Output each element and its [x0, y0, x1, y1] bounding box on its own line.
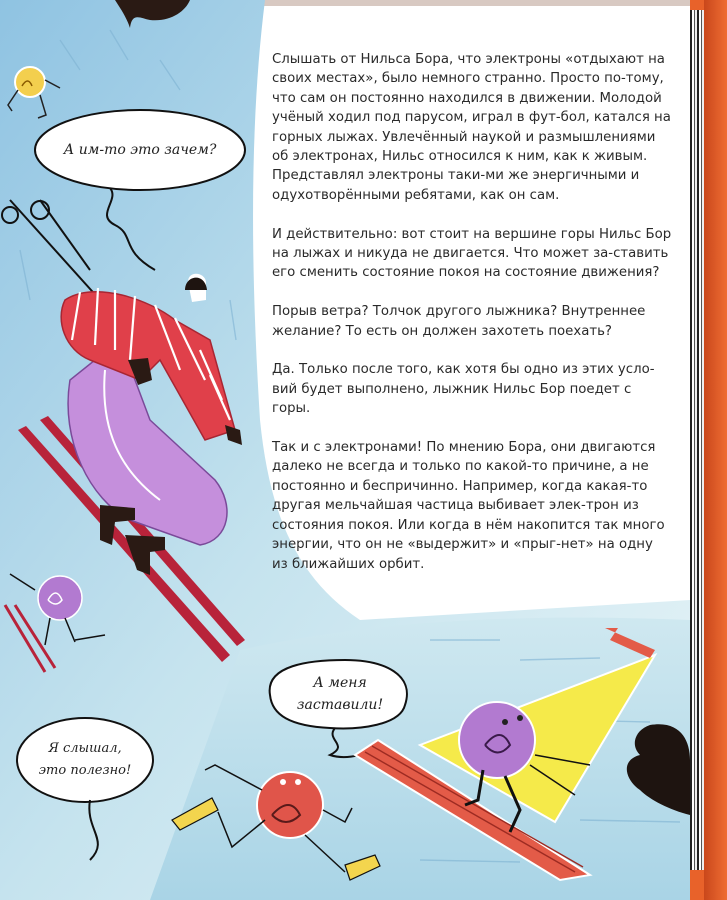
- bubble-text-middle: [275, 672, 405, 716]
- paragraph-1: Слышать от Нильса Бора, что электроны «отдыхают на своих местах», было немного странно. Просто по-тому, что сам он постоянно находился в движении. Молодой учёный ходил под парусом, играл в фут-бол, катался на горных лыжах. Увлечённый наукой и размышлениями об электронах, Нильс относился к ним, как к живым. Представлял электроны таки-ми же энергичными и одухотворёнными ребятами, как он сам.: [272, 52, 671, 203]
- bubble-text-top: А им-то это зачем?: [63, 142, 217, 158]
- bubble-middle-line2: заставили!: [296, 697, 384, 713]
- bubble-bottom-line2: это полезно!: [38, 763, 132, 778]
- purple-electron-surfer: [459, 702, 535, 778]
- page-edges: [690, 10, 704, 870]
- body-text: [272, 50, 672, 593]
- paragraph-4: Да. Только после того, как хотя бы одно из этих усло-вий будет выполнено, лыжник Нильс Бор поедет с горы.: [272, 362, 655, 417]
- bubble-text-bottom: [20, 738, 150, 782]
- purple-electron-skier: [38, 576, 82, 620]
- paragraph-2: И действительно: вот стоит на вершине горы Нильс Бор на лыжах и никуда не двигается. Что может за-ставить его сменить состояние покоя на состояние движения?: [272, 226, 672, 281]
- book-cover-edge: [704, 0, 727, 900]
- bubble-middle-line1: А меня: [313, 675, 367, 691]
- bubble-bottom-line1: Я слышал,: [48, 741, 122, 756]
- paragraph-5: Так и с электронами! По мнению Бора, они двигаются далеко не всегда и только по какой-то причине, а не постоянно и беспричинно. Например, когда какая-то другая мельчайшая частица выбивает элек-трон из состояния покоя. Или когда в нём накопится так много энергии, что он не «выдержит» и «прыг-нет» на одну из ближайших орбит.: [272, 440, 665, 572]
- paragraph-3: Порыв ветра? Толчок другого лыжника? Внутреннее желание? То есть он должен захотеть поехать?: [272, 304, 646, 339]
